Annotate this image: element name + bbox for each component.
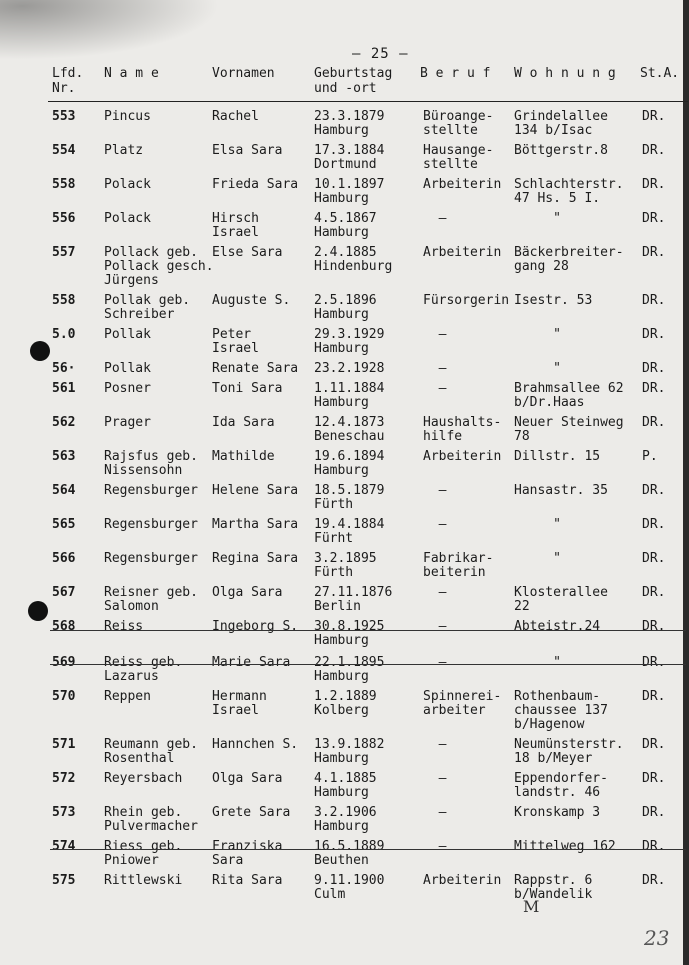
cell-st: DR.: [642, 655, 666, 670]
cell-name: Reyersbach: [104, 771, 183, 786]
cell-woh: Rappstr. 6 b/Wandelik: [514, 873, 593, 902]
cell-geb: 4.1.1885 Hamburg: [314, 771, 377, 800]
cell-st: DR.: [642, 143, 666, 158]
cell-woh: Eppendorfer- landstr. 46: [514, 771, 608, 800]
cell-name: Regensburger: [104, 483, 198, 498]
cell-vor: Ida Sara: [212, 415, 275, 430]
cell-ber: Fabrikar- beiterin: [423, 551, 494, 580]
cell-vor: Rita Sara: [212, 873, 283, 888]
cell-st: DR.: [642, 619, 666, 634]
cell-woh: Klosterallee 22: [514, 585, 608, 614]
cell-vor: Ingeborg S.: [212, 619, 299, 634]
cell-st: DR.: [642, 109, 666, 124]
cell-woh: Mittelweg 162: [514, 839, 616, 854]
cell-nr: 567: [52, 585, 76, 600]
margin-mark: M: [523, 897, 540, 916]
cell-vor: Helene Sara: [212, 483, 299, 498]
punch-hole-bottom: [28, 601, 48, 621]
cell-woh: Kronskamp 3: [514, 805, 601, 820]
cell-woh: ": [514, 361, 561, 376]
cell-nr: 574: [52, 839, 76, 854]
strikethrough-574: [50, 849, 686, 850]
cell-name: Reisner geb. Salomon: [104, 585, 198, 614]
cell-woh: Bäckerbreiter- gang 28: [514, 245, 624, 274]
header-geburt: Geburtstag und -ort: [314, 66, 393, 96]
cell-ber: Haushalts- hilfe: [423, 415, 502, 444]
cell-vor: Martha Sara: [212, 517, 299, 532]
cell-nr: 561: [52, 381, 76, 396]
header-wohnung: W o h n u n g: [514, 66, 616, 81]
cell-nr: 569: [52, 655, 76, 670]
strikethrough-569: [50, 664, 686, 665]
cell-name: Regensburger: [104, 551, 198, 566]
cell-name: Reiss geb. Lazarus: [104, 655, 183, 684]
cell-nr: 568: [52, 619, 76, 634]
cell-ber: –: [423, 737, 447, 752]
cell-geb: 23.3.1879 Hamburg: [314, 109, 385, 138]
cell-nr: 564: [52, 483, 76, 498]
cell-nr: 563: [52, 449, 76, 464]
cell-vor: Frieda Sara: [212, 177, 299, 192]
cell-st: DR.: [642, 361, 666, 376]
cell-nr: 56·: [52, 361, 76, 376]
cell-geb: 1.11.1884 Hamburg: [314, 381, 385, 410]
cell-name: Rhein geb. Pulvermacher: [104, 805, 198, 834]
cell-woh: Rothenbaum- chaussee 137 b/Hagenow: [514, 689, 608, 732]
cell-geb: 19.4.1884 Fürht: [314, 517, 385, 546]
cell-ber: Spinnerei- arbeiter: [423, 689, 502, 718]
cell-name: Pollak: [104, 327, 151, 342]
cell-nr: 557: [52, 245, 76, 260]
cell-woh: Schlachterstr. 47 Hs. 5 I.: [514, 177, 624, 206]
table-header: [0, 66, 689, 100]
cell-woh: Isestr. 53: [514, 293, 593, 308]
cell-st: DR.: [642, 517, 666, 532]
cell-vor: Hirsch Israel: [212, 211, 259, 240]
cell-ber: Arbeiterin: [423, 245, 502, 260]
cell-woh: ": [514, 551, 561, 566]
cell-name: Reiss: [104, 619, 144, 634]
cell-vor: Olga Sara: [212, 585, 283, 600]
cell-nr: 572: [52, 771, 76, 786]
cell-name: Platz: [104, 143, 144, 158]
cell-geb: 12.4.1873 Beneschau: [314, 415, 385, 444]
cell-geb: 27.11.1876 Berlin: [314, 585, 393, 614]
cell-st: DR.: [642, 211, 666, 226]
cell-vor: Franziska Sara: [212, 839, 283, 868]
cell-ber: Arbeiterin: [423, 177, 502, 192]
cell-vor: Toni Sara: [212, 381, 283, 396]
cell-woh: Böttgerstr.8: [514, 143, 608, 158]
cell-geb: 2.5.1896 Hamburg: [314, 293, 377, 322]
header-nr: Lfd. Nr.: [52, 66, 84, 96]
cell-vor: Renate Sara: [212, 361, 299, 376]
cell-nr: 573: [52, 805, 76, 820]
cell-name: Polack: [104, 211, 151, 226]
cell-ber: –: [423, 327, 447, 342]
cell-geb: 13.9.1882 Hamburg: [314, 737, 385, 766]
cell-name: Prager: [104, 415, 151, 430]
cell-vor: Marie Sara: [212, 655, 291, 670]
cell-name: Pollack geb. Pollack gesch. Jürgens: [104, 245, 214, 288]
cell-geb: 18.5.1879 Fürth: [314, 483, 385, 512]
cell-st: DR.: [642, 415, 666, 430]
cell-geb: 19.6.1894 Hamburg: [314, 449, 385, 478]
cell-geb: 2.4.1885 Hindenburg: [314, 245, 393, 274]
cell-woh: Neumünsterstr. 18 b/Meyer: [514, 737, 624, 766]
cell-st: DR.: [642, 245, 666, 260]
cell-ber: –: [423, 585, 447, 600]
cell-woh: ": [514, 211, 561, 226]
cell-st: DR.: [642, 805, 666, 820]
cell-st: DR.: [642, 483, 666, 498]
cell-nr: 558: [52, 177, 76, 192]
cell-geb: 17.3.1884 Dortmund: [314, 143, 385, 172]
strikethrough-568: [50, 630, 686, 631]
cell-woh: ": [514, 327, 561, 342]
cell-nr: 565: [52, 517, 76, 532]
cell-nr: 562: [52, 415, 76, 430]
cell-geb: 16.5.1889 Beuthen: [314, 839, 385, 868]
cell-woh: Neuer Steinweg 78: [514, 415, 624, 444]
cell-st: DR.: [642, 585, 666, 600]
cell-st: DR.: [642, 689, 666, 704]
cell-geb: 3.2.1906 Hamburg: [314, 805, 377, 834]
cell-vor: Hannchen S.: [212, 737, 299, 752]
cell-ber: –: [423, 771, 447, 786]
cell-vor: Auguste S.: [212, 293, 291, 308]
header-vornamen: Vornamen: [212, 66, 275, 81]
cell-vor: Olga Sara: [212, 771, 283, 786]
cell-nr: 570: [52, 689, 76, 704]
cell-st: DR.: [642, 327, 666, 342]
cell-name: Pollak geb. Schreiber: [104, 293, 191, 322]
cell-st: DR.: [642, 381, 666, 396]
cell-geb: 10.1.1897 Hamburg: [314, 177, 385, 206]
cell-st: DR.: [642, 737, 666, 752]
cell-name: Posner: [104, 381, 151, 396]
cell-st: DR.: [642, 839, 666, 854]
cell-ber: –: [423, 517, 447, 532]
cell-geb: 23.2.1928: [314, 361, 385, 376]
cell-ber: Fürsorgerin: [423, 293, 510, 308]
cell-woh: Grindelallee 134 b/Isac: [514, 109, 608, 138]
cell-name: Reppen: [104, 689, 151, 704]
cell-st: DR.: [642, 177, 666, 192]
cell-nr: 5.0: [52, 327, 76, 342]
cell-st: DR.: [642, 771, 666, 786]
cell-name: Riess geb. Pniower: [104, 839, 183, 868]
header-beruf: B e r u f: [420, 66, 491, 81]
cell-vor: Rachel: [212, 109, 259, 124]
cell-ber: Hausange- stellte: [423, 143, 494, 172]
page-number: – 25 –: [352, 46, 409, 62]
cell-name: Polack: [104, 177, 151, 192]
cell-nr: 571: [52, 737, 76, 752]
cell-woh: ": [514, 517, 561, 532]
cell-vor: Grete Sara: [212, 805, 291, 820]
cell-woh: Abteistr.24: [514, 619, 601, 634]
header-st: St.A.: [640, 66, 680, 81]
cell-vor: Mathilde: [212, 449, 275, 464]
cell-woh: Brahmsallee 62 b/Dr.Haas: [514, 381, 624, 410]
cell-ber: –: [423, 619, 447, 634]
cell-vor: Peter Israel: [212, 327, 259, 356]
cell-nr: 566: [52, 551, 76, 566]
header-name: N a m e: [104, 66, 159, 81]
cell-nr: 554: [52, 143, 76, 158]
cell-ber: –: [423, 655, 447, 670]
cell-geb: 4.5.1867 Hamburg: [314, 211, 377, 240]
cell-ber: –: [423, 839, 447, 854]
cell-name: Regensburger: [104, 517, 198, 532]
cell-ber: Büroange- stellte: [423, 109, 494, 138]
cell-woh: Dillstr. 15: [514, 449, 601, 464]
cell-geb: 3.2.1895 Fürth: [314, 551, 377, 580]
cell-ber: –: [423, 211, 447, 226]
cell-ber: –: [423, 381, 447, 396]
cell-st: DR.: [642, 873, 666, 888]
cell-geb: 29.3.1929 Hamburg: [314, 327, 385, 356]
cell-ber: –: [423, 483, 447, 498]
cell-nr: 556: [52, 211, 76, 226]
cell-name: Reumann geb. Rosenthal: [104, 737, 198, 766]
cell-geb: 9.11.1900 Culm: [314, 873, 385, 902]
cell-woh: Hansastr. 35: [514, 483, 608, 498]
cell-vor: Elsa Sara: [212, 143, 283, 158]
cell-geb: 1.2.1889 Kolberg: [314, 689, 377, 718]
cell-name: Pollak: [104, 361, 151, 376]
cell-ber: Arbeiterin: [423, 449, 502, 464]
cell-name: Rittlewski: [104, 873, 183, 888]
page-signature: 23: [644, 926, 670, 950]
cell-nr: 558: [52, 293, 76, 308]
cell-st: DR.: [642, 293, 666, 308]
cell-vor: Hermann Israel: [212, 689, 267, 718]
header-rule: [48, 101, 688, 102]
cell-vor: Regina Sara: [212, 551, 299, 566]
cell-st: P.: [642, 449, 658, 464]
punch-hole-top: [30, 341, 50, 361]
cell-ber: –: [423, 361, 447, 376]
cell-geb: 30.8.1925 Hamburg: [314, 619, 385, 648]
cell-nr: 553: [52, 109, 76, 124]
cell-st: DR.: [642, 551, 666, 566]
cell-ber: Arbeiterin: [423, 873, 502, 888]
scan-edge: [683, 0, 689, 965]
cell-woh: ": [514, 655, 561, 670]
cell-nr: 575: [52, 873, 76, 888]
cell-name: Pincus: [104, 109, 151, 124]
cell-ber: –: [423, 805, 447, 820]
cell-name: Rajsfus geb. Nissensohn: [104, 449, 198, 478]
cell-vor: Else Sara: [212, 245, 283, 260]
cell-geb: 22.1.1895 Hamburg: [314, 655, 385, 684]
